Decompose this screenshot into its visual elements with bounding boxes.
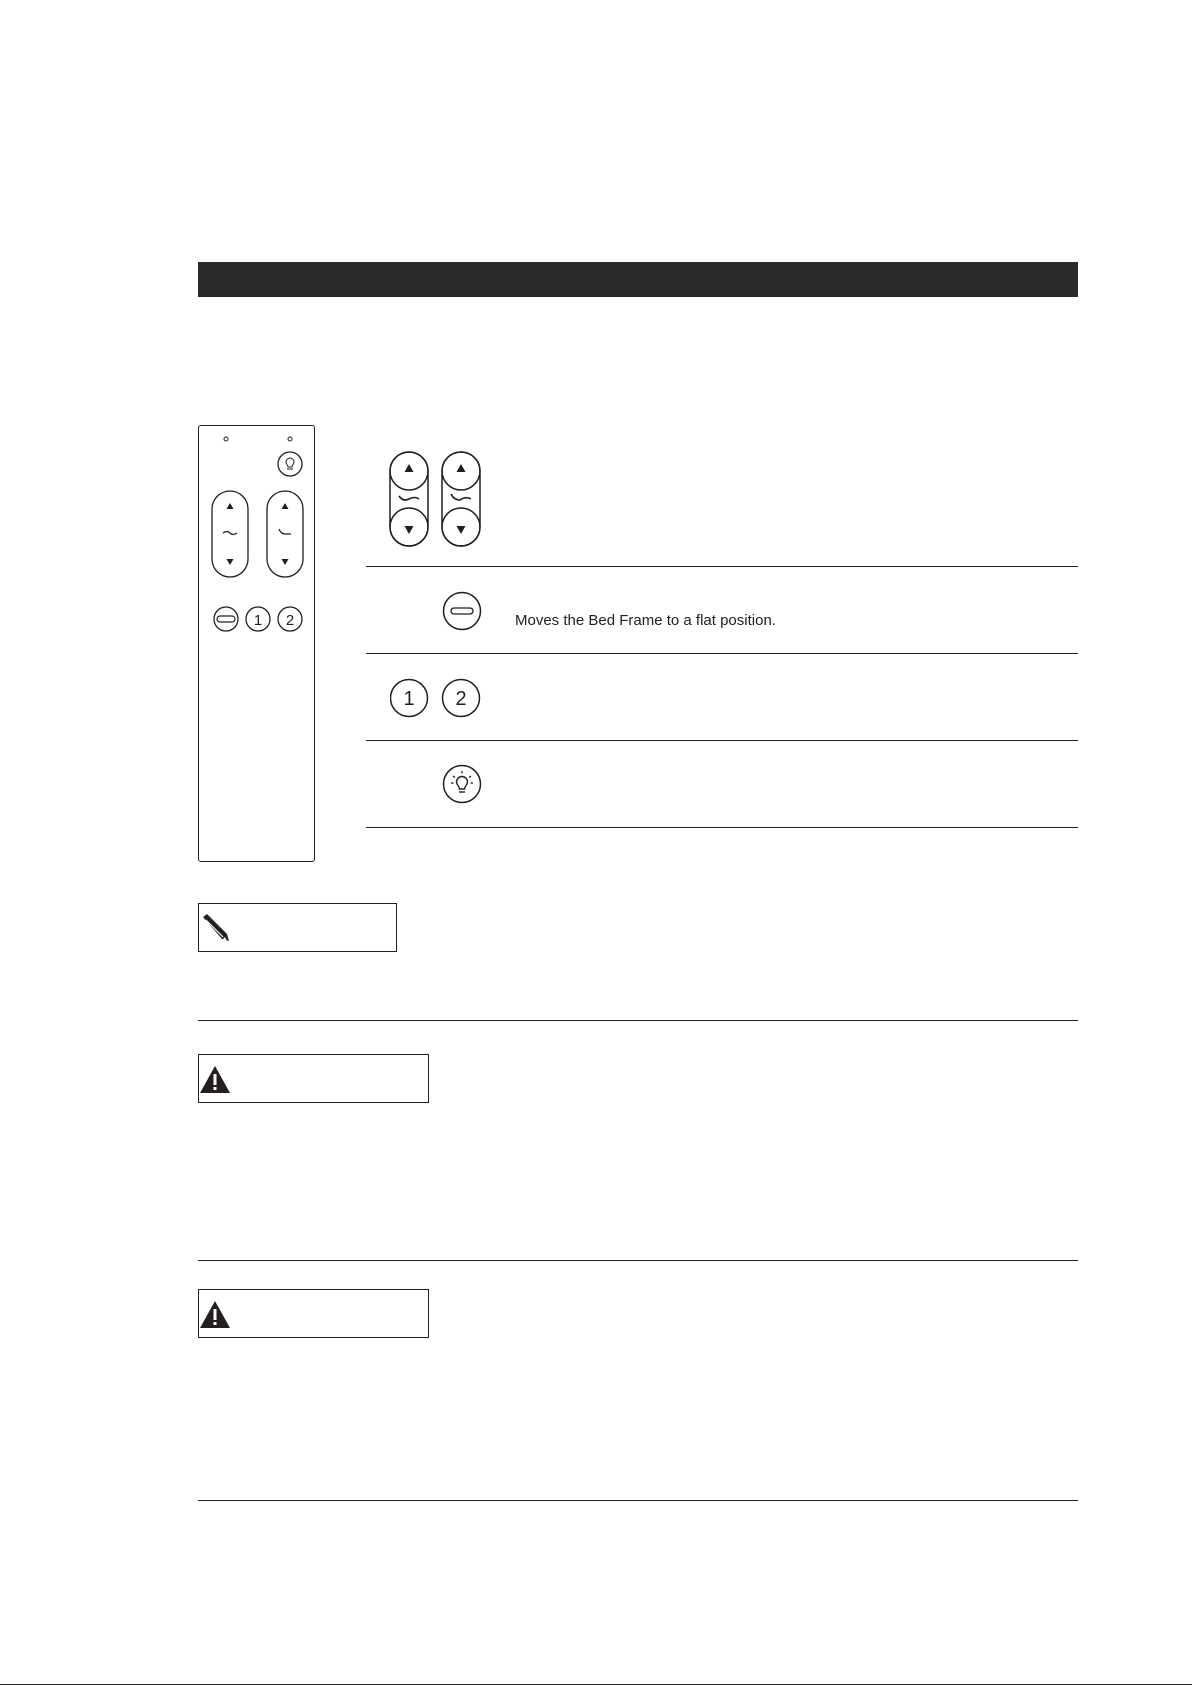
remote-head-pill-button-icon (212, 491, 248, 577)
led-indicator-right (288, 437, 292, 441)
preset-1-label: 1 (403, 688, 415, 710)
remote-preset-1-button-icon (246, 607, 270, 631)
row-divider (366, 653, 1078, 654)
remote-foot-pill-button-icon (267, 491, 303, 577)
warning-callout-box (198, 1054, 429, 1103)
note-callout-box (198, 903, 397, 952)
row-divider (366, 740, 1078, 741)
remote-flat-button-icon (214, 607, 238, 631)
remote-preset-2-button-icon (278, 607, 302, 631)
remote-preset-1-label: 1 (253, 612, 263, 629)
flat-description: Moves the Bed Frame to a flat position. (515, 612, 776, 629)
memory-preset-buttons-icon (390, 678, 486, 718)
function-row-light (442, 764, 482, 804)
remote-light-button-icon (278, 452, 302, 476)
warning-triangle-icon (198, 1299, 232, 1331)
flat-position-button-icon (442, 591, 482, 631)
section-divider (198, 1260, 1078, 1261)
section-header-bar (198, 262, 1078, 297)
function-row-articulation (388, 450, 484, 550)
section-divider (198, 1020, 1078, 1021)
pencil-icon (197, 913, 233, 949)
function-row-flat (442, 591, 482, 631)
warning-triangle-icon (198, 1064, 232, 1096)
remote-preset-2-label: 2 (285, 612, 295, 629)
led-indicator-left (224, 437, 228, 441)
section-divider (198, 1500, 1078, 1501)
remote-control-illustration (198, 425, 315, 862)
warning-callout-box (198, 1289, 429, 1338)
row-divider (366, 827, 1078, 828)
row-divider (366, 566, 1078, 567)
head-foot-up-down-buttons-icon (388, 450, 484, 550)
preset-2-label: 2 (455, 688, 467, 710)
underbed-light-button-icon (442, 764, 482, 804)
function-row-presets (390, 678, 486, 718)
